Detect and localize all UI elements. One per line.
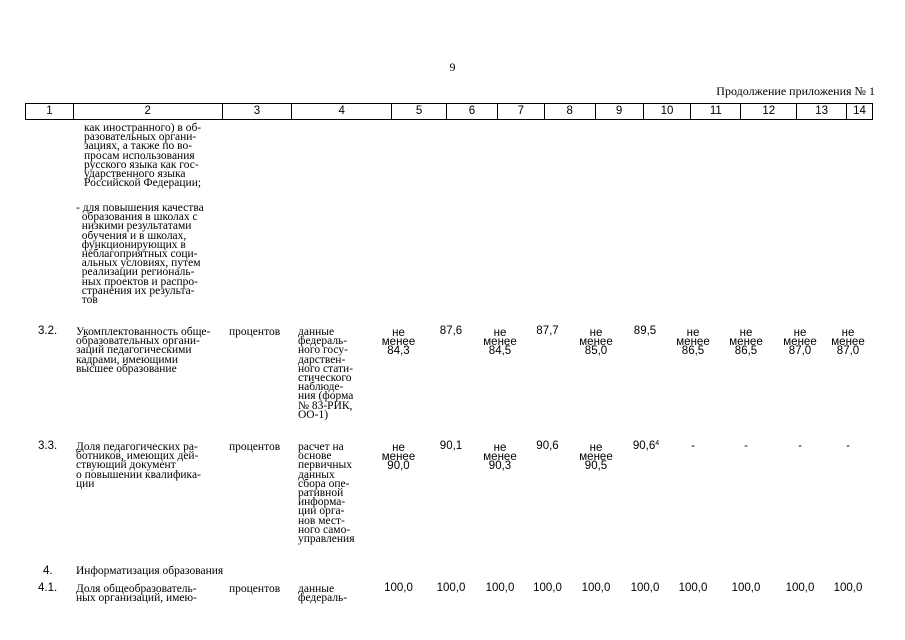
section-title: Информатизация образования <box>76 565 224 577</box>
header-cell: 9 <box>596 104 644 119</box>
page-number: 9 <box>449 60 456 74</box>
row-unit: процентов <box>229 441 281 453</box>
header-cell: 13 <box>797 104 847 119</box>
value-cell: 100,0 <box>785 582 815 594</box>
value-cell: - <box>691 440 695 452</box>
header-cell: 3 <box>223 104 293 119</box>
value-cell: - <box>744 440 748 452</box>
row-number: 4.1. <box>38 582 58 594</box>
header-cell: 1 <box>26 104 74 119</box>
row-number: 3.3. <box>38 440 58 452</box>
value-cell: 100,0 <box>436 582 466 594</box>
value-cell: не менее 85,0 <box>579 327 613 358</box>
value-cell: 100,0 <box>485 582 515 594</box>
value-cell: 100,0 <box>833 582 863 594</box>
value-cell: не менее 87,0 <box>783 327 817 358</box>
value-cell: 89,5 <box>633 325 657 337</box>
value-cell: 87,7 <box>536 325 559 337</box>
value-cell: 100,0 <box>630 582 660 594</box>
header-cell: 6 <box>447 104 498 119</box>
value-cell: - <box>798 440 802 452</box>
value-cell: 90,1 <box>439 440 463 452</box>
header-cell: 14 <box>853 105 866 117</box>
value-cell: 87,6 <box>439 325 463 337</box>
bullet-text: - для повышения качества образования в школах с низкими результатами обучения и в школах, функционирующих в неблагоприятных соци- альных условиях, путем реализации региональ- ных проектов и распро- странения их результа- тов <box>76 202 204 307</box>
header-cell: 10 <box>644 104 692 119</box>
value-cell: не менее 90,0 <box>381 442 416 473</box>
value-cell: не менее 90,3 <box>483 442 517 473</box>
table-header <box>25 103 873 120</box>
header-cell: 7 <box>498 104 545 119</box>
continuation-label: Продолжение приложения № 1 <box>716 84 875 98</box>
row-source: расчет на основе первичных данных сбора опе- ративной информа- ции орга- нов мест- ного само- управления <box>298 441 355 546</box>
footnote-mark: 4 <box>655 440 660 447</box>
header-cell: 5 <box>392 104 447 119</box>
value-cell: 100,0 <box>678 582 708 594</box>
value-cell: 100,0 <box>581 582 611 594</box>
row-unit: процентов <box>229 583 281 595</box>
row-name: Доля общеобразователь- ных организаций, имею- <box>76 583 197 605</box>
value-cell: не менее 86,5 <box>729 327 763 358</box>
row-number: 3.2. <box>38 325 58 337</box>
value-cell: 90,6 <box>536 440 559 452</box>
header-cell: 12 <box>741 104 797 119</box>
value-cell: 100,0 <box>533 582 562 594</box>
value-cell <box>622 442 670 451</box>
value-text: 90,6 <box>632 440 656 452</box>
value-cell: не менее 86,5 <box>676 327 710 358</box>
value-cell: не менее 84,5 <box>483 327 517 358</box>
header-cell: 11 <box>691 104 741 119</box>
row-unit: процентов <box>229 326 281 338</box>
header-cell: 2 <box>74 104 223 119</box>
row-name: Укомплектованность обще- образовательных органи- заций педагогическими кадрами, имеющими высшее образование <box>76 326 211 375</box>
value-cell: - <box>846 440 850 452</box>
value-cell: 100,0 <box>731 582 761 594</box>
continued-text: как иностранного) в об- разовательных органи- зациях, а также по во- просам использования русского языка как гос- ударственного языка Российской Федерации; <box>84 122 202 190</box>
value-cell: не менее 90,5 <box>579 442 613 473</box>
value-cell: не менее 84,3 <box>381 327 416 358</box>
section-number: 4. <box>43 565 53 577</box>
header-cell: 4 <box>292 104 392 119</box>
row-name: Доля педагогических ра- ботников, имеющих дей- ствующий документ о повышении квалифика- ции <box>76 441 201 490</box>
value-cell: 100,0 <box>384 582 413 594</box>
row-source: данные федераль- ного госу- дарствен- ного стати- стического наблюде- ния (форма № 83-РИК, ОО-1) <box>298 326 354 421</box>
row-source: данные федераль- <box>298 583 348 605</box>
header-cell: 8 <box>545 104 596 119</box>
value-cell: не менее 87,0 <box>831 327 865 358</box>
